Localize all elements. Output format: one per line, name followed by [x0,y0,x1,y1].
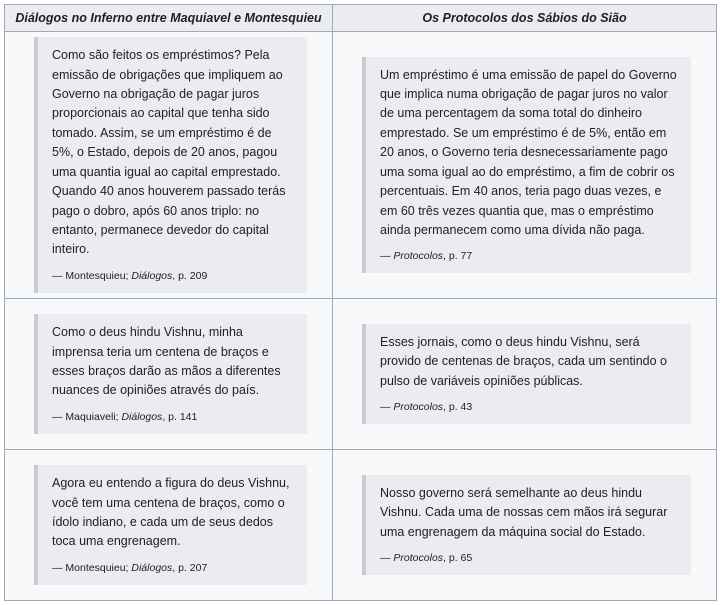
citation-page: , p. 43 [443,401,473,414]
citation-author: — Montesquieu; [52,561,129,574]
column-header-dialogos: Diálogos no Inferno entre Maquiavel e Montesquieu [5,5,333,32]
citation-author: — [380,250,391,263]
quote-text: Como o deus hindu Vishnu, minha imprensa teria um centena de braços e esses braços darão as mãos a diferentes nuances de opiniões através do país. [52,325,281,398]
blockquote [34,314,307,434]
citation-work: Diálogos [121,410,163,423]
citation-work: Diálogos [131,561,173,574]
citation-author: — Montesquieu; [52,269,129,282]
blockquote [362,57,691,274]
citation-author: — [380,401,391,414]
citation-work: Diálogos [131,269,173,282]
citation-work: Protocolos [393,401,444,414]
quote-citation [52,561,293,575]
citation-author: — [380,552,391,565]
table-row [5,299,717,450]
comparison-table [4,4,717,601]
blockquote [362,475,691,575]
citation-work: Protocolos [393,250,444,263]
table-cell-dialogos [5,450,333,601]
table-cell-protocolos [333,32,717,299]
column-header-protocolos: Os Protocolos dos Sábios do Sião [333,5,717,32]
table-row [5,450,717,601]
blockquote [362,324,691,424]
citation-page: , p. 141 [162,410,198,423]
table-cell-dialogos [5,32,333,299]
citation-page: , p. 207 [172,561,208,574]
table-row [5,32,717,299]
quote-citation [52,410,293,424]
quote-text: Como são feitos os empréstimos? Pela emissão de obrigações que impliquem ao Governo na obrigação de pagar juros proporcionais ao capital que tenha sido tomado. Assim, se um empréstimo é de 5%, o Estado, depois de 20 anos, pagou uma quantia igual ao capital emprestado. Quando 40 anos houverem passado terás pago o dobro, após 60 anos triplo: no entanto, permanece devedor do capital inteiro. [52,48,286,257]
quote-citation [380,249,677,263]
citation-page: , p. 77 [443,250,473,263]
citation-author: — Maquiaveli; [52,410,119,423]
header-row [5,5,717,32]
quote-citation [380,400,677,414]
table-cell-dialogos [5,299,333,450]
quote-text: Um empréstimo é uma emissão de papel do Governo que implica numa obrigação de pagar juros no valor de uma percentagem da soma total do dinheiro emprestado. Se um empréstimo é de 5%, então em 20 anos, o Governo teria desnecessariamente pago uma soma igual ao do empréstimo, a fim de cobrir os percentuais. Em 40 anos, teria pago duas vezes, e em 60 três vezes quantia que, mas o empréstimo ainda permanecem como uma dívida não paga. [380,67,677,237]
citation-work: Protocolos [393,552,444,565]
quote-citation [380,551,677,565]
quote-text: Esses jornais, como o deus hindu Vishnu, será provido de centenas de braços, cada um sentindo o pulso de variáveis opiniões públicas. [380,334,667,388]
quote-citation [52,269,293,283]
blockquote [34,37,307,292]
citation-page: , p. 65 [443,552,473,565]
table-cell-protocolos [333,299,717,450]
table-cell-protocolos [333,450,717,601]
quote-text: Agora eu entendo a figura do deus Vishnu, você tem uma centena de braços, como o ídolo indiano, e cada um de seus dedos toca uma engrenagem. [52,476,290,549]
quote-text: Nosso governo será semelhante ao deus hindu Vishnu. Cada uma de nossas cem mãos irá segurar uma engrenagem da máquina social do Estado. [380,485,668,539]
blockquote [34,465,307,585]
citation-page: , p. 209 [172,269,208,282]
